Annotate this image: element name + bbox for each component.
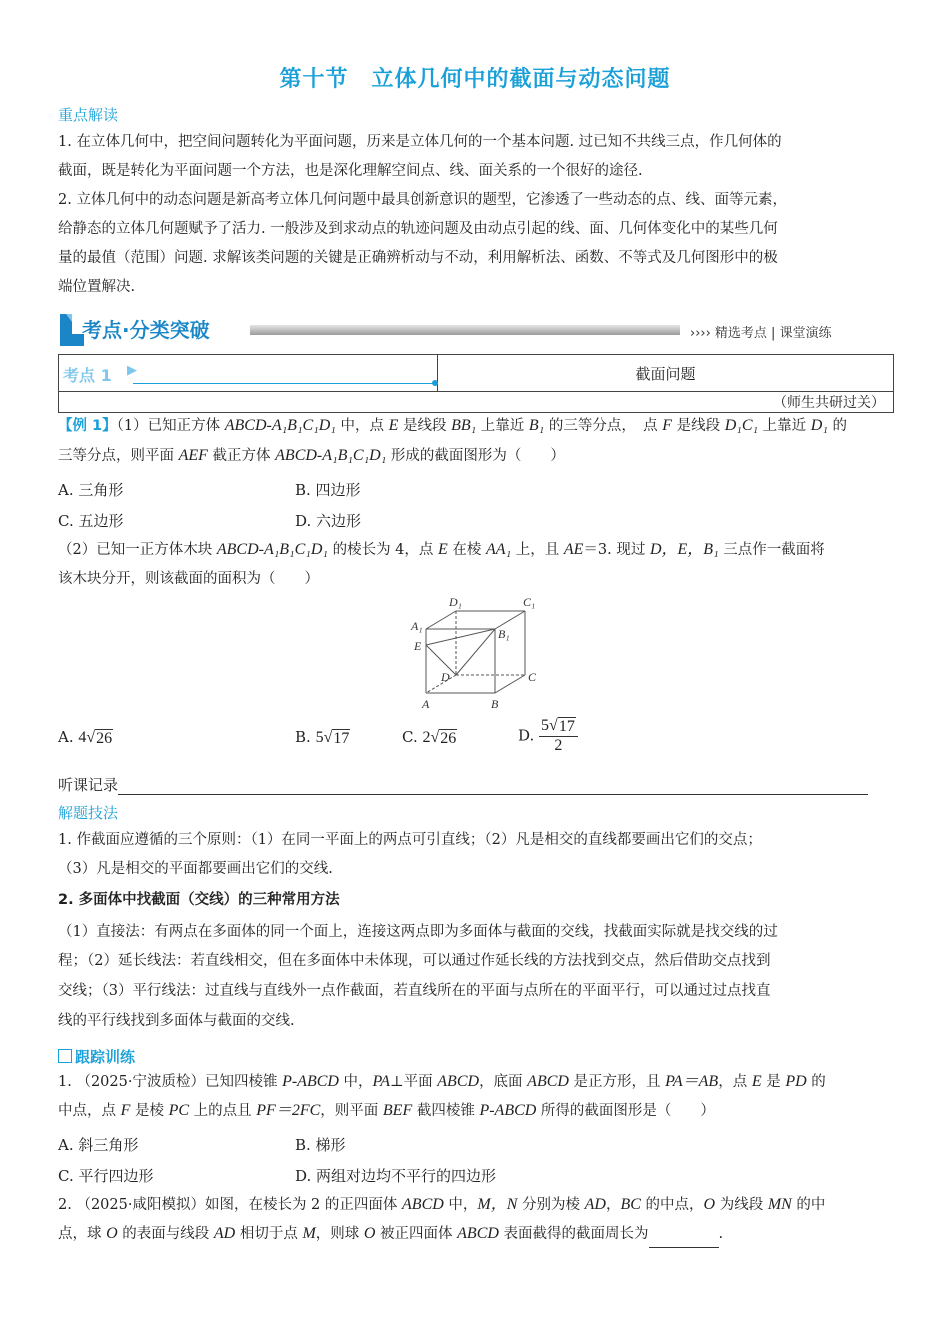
ex1-tag: 【例 1】 — [58, 418, 117, 434]
ex1-q2-option-c: C. 2 √ 26 — [402, 728, 457, 747]
method-heading: 解题技法 — [58, 804, 119, 822]
key-reading-p1-l1: 1. 在立体几何中，把空间问题转化为平面问题，历来是立体几何的一个基本问题. 过已知不共线三点，作几何体的 — [58, 134, 782, 150]
checkbox-icon — [58, 1049, 72, 1063]
method-p2-l3: 交线；（3）平行线法：过直线与直线外一点作截面，若直线所在的平面与点所在的平面平行，可以通过过点找直 — [58, 983, 771, 999]
method-p2-l4: 线的平行线找到多面体与截面的交线. — [58, 1013, 295, 1029]
section-d-b1 — [456, 629, 495, 675]
banner-title: 考点·分类突破 — [82, 318, 210, 342]
banner-bar — [250, 325, 680, 335]
label-C: C — [528, 670, 537, 684]
ex1-q2-line2: 该木块分开，则该截面的面积为（ ） — [58, 571, 319, 587]
kaodian-label: 考点 1 — [63, 366, 112, 385]
method-p2-l2: 程；（2）延长线法：若直线相交，但在多面体中未体现，可以通过作延长线的方法找到交点，然后借助交点找到 — [58, 953, 771, 969]
kaodian-dot — [432, 380, 438, 386]
training-q1-line1: 1. （2025·宁波质检）已知四棱锥 P-ABCD 中，PA⊥平面 ABCD，底面 ABCD 是正方形，且 PA＝AB，点 E 是 PD 的 — [58, 1073, 826, 1090]
label-E: E — [414, 639, 422, 653]
key-reading-p1-l2: 截面，既是转化为平面问题一个方法，也是深化理解空间点、线、面关系的一个很好的途径. — [58, 163, 643, 179]
training-heading: 跟踪训练 — [75, 1048, 136, 1066]
key-reading-p2-l4: 端位置解决. — [58, 279, 136, 295]
kaodian-label-cell — [59, 355, 438, 392]
label-D1: D₁ — [449, 595, 462, 609]
label-B1: B₁ — [498, 627, 510, 641]
key-reading-p2-l2: 给静态的立体几何题赋予了活力. 一般涉及到求动点的轨迹问题及由动点引起的线、面、几何体变化中的某些几何 — [58, 221, 778, 237]
kaodian-note: （师生共研过关） — [59, 392, 894, 413]
method-p1-l2: （3）凡是相交的平面都要画出它们的交线. — [58, 861, 333, 877]
ex1-q2-option-d: D. 5 √ 17 2 — [518, 716, 578, 755]
ex1-q2-line1: （2）已知一正方体木块 ABCD-A₁B₁C₁D₁ 的棱长为 4，点 E 在棱 AA₁ 上，且 AE＝3. 现过 D，E，B₁ 三点作一截面将 — [58, 541, 825, 558]
answer-blank[interactable] — [649, 1233, 719, 1248]
method-p2-l1: （1）直接法：有两点在多面体的同一个面上，连接这两点即为多面体与截面的交线，找截面实际就是找交线的过 — [58, 924, 778, 940]
kaodian-topic: 截面问题 — [438, 355, 894, 392]
ex1-q2-option-b: B. 5 √ 17 — [295, 728, 350, 747]
notes-line — [58, 774, 868, 795]
training-q2-line1: 2. （2025·咸阳模拟）如图，在棱长为 2 的正四面体 ABCD 中，M，N 分别为棱 AD，BC 的中点，O 为线段 MN 的中 — [58, 1196, 826, 1213]
notes-blank[interactable] — [118, 780, 868, 795]
training-q1-option-c: C. 平行四边形 — [58, 1167, 154, 1185]
label-C1: C₁ — [523, 595, 536, 609]
training-q2-line2: 点，球 O 的表面与线段 AD 相切于点 M，则球 O 被正四面体 ABCD 表面截得的截面周长为 . — [58, 1220, 894, 1248]
label-A1: A₁ — [411, 619, 423, 633]
ex1-q1-option-c: C. 五边形 — [58, 512, 124, 530]
method-p2-title: 2. 多面体中找截面（交线）的三种常用方法 — [58, 892, 340, 908]
training-heading-wrap — [58, 1046, 135, 1067]
ex1-q1-option-a: A. 三角形 — [58, 481, 124, 499]
banner-right-label: ›››› 精选考点 | 课堂演练 — [690, 326, 832, 341]
label-A: A — [422, 697, 430, 711]
ex1-q2-option-a: A. 4 √ 26 — [58, 728, 113, 747]
edge-a1d1 — [426, 611, 456, 629]
label-D: D — [441, 670, 450, 684]
page-title: 第十节 立体几何中的截面与动态问题 — [279, 67, 671, 92]
kaodian-underline — [133, 383, 433, 384]
kaodian-arrow-icon: ▶ — [127, 363, 137, 378]
key-reading-p2-l1: 2. 立体几何中的动态问题是新高考立体几何问题中最具创新意识的题型，它渗透了一些动态的点、线、面等元素， — [58, 192, 787, 208]
label-B: B — [491, 697, 499, 711]
ex1-q1-line1: 【例 1】（1）已知正方体 ABCD-A₁B₁C₁D₁ 中，点 E 是线段 BB₁ 上靠近 B₁ 的三等分点， 点 F 是线段 D₁C₁ 上靠近 D₁ 的 — [58, 417, 848, 434]
cube-figure — [405, 594, 555, 714]
training-q1-option-b: B. 梯形 — [295, 1136, 346, 1154]
training-q1-line2: 中点，点 F 是棱 PC 上的点且 PF＝2FC，则平面 BEF 截四棱锥 P-ABCD 所得的截面图形是（ ） — [58, 1102, 715, 1119]
ex1-q1-line2: 三等分点，则平面 AEF 截正方体 ABCD-A₁B₁C₁D₁ 形成的截面图形为（ ） — [58, 447, 565, 464]
notes-label: 听课记录 — [58, 776, 119, 794]
edge-cb — [495, 675, 525, 693]
kaodian-table — [58, 354, 894, 413]
key-reading-p2-l3: 量的最值（范围）问题. 求解该类问题的关键是正确辨析动与不动，利用解析法、函数、不等式及几何图形中的极 — [58, 250, 778, 266]
key-reading-heading: 重点解读 — [58, 106, 119, 124]
method-p1-l1: 1. 作截面应遵循的三个原则：（1）在同一平面上的两点可引直线；（2）凡是相交的直线都要画出它们的交点； — [58, 832, 762, 848]
ex1-q1-option-d: D. 六边形 — [295, 512, 362, 530]
section-e-b1 — [426, 629, 495, 645]
training-q1-option-d: D. 两组对边均不平行的四边形 — [295, 1167, 497, 1185]
training-q1-option-a: A. 斜三角形 — [58, 1136, 139, 1154]
ex1-q1-option-b: B. 四边形 — [295, 481, 361, 499]
